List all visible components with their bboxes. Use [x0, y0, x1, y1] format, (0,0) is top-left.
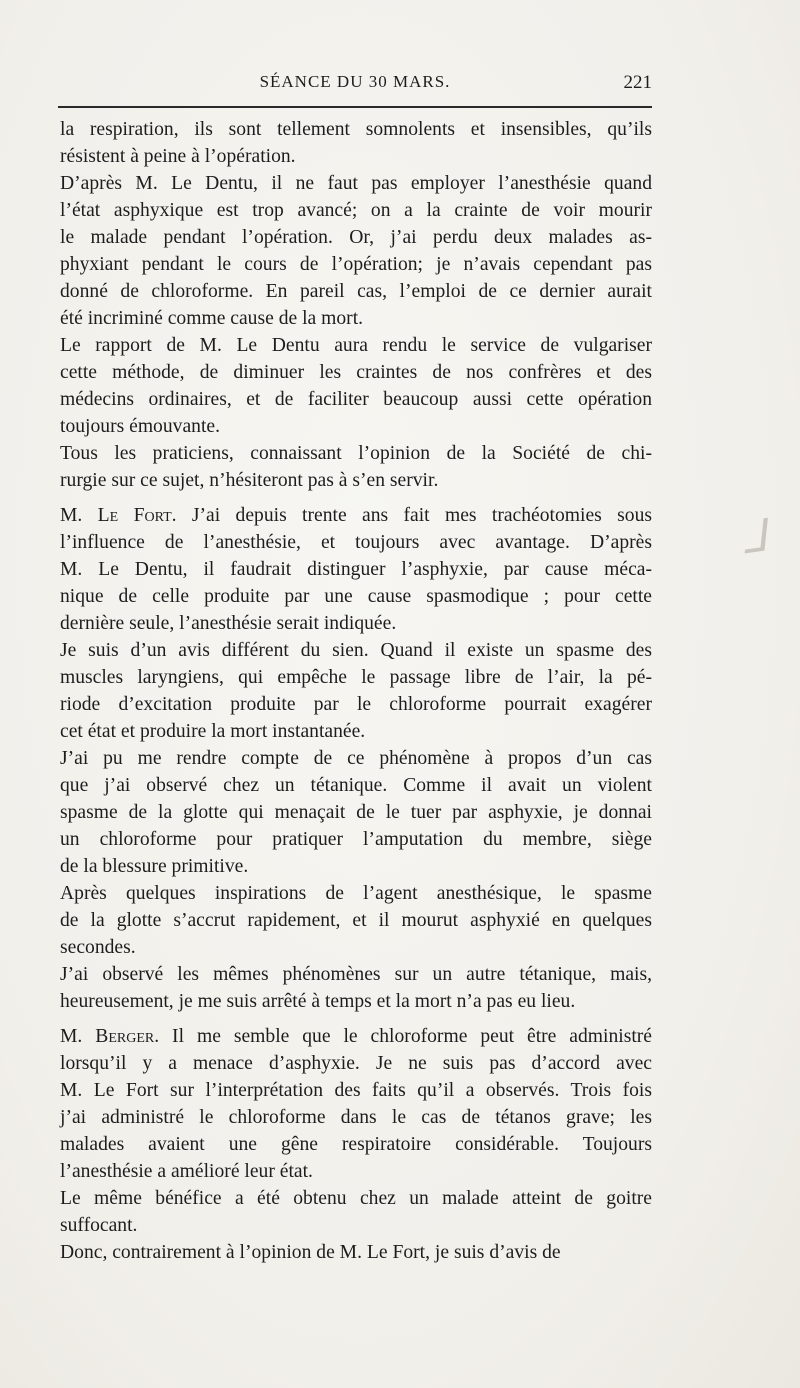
text-line — [60, 637, 652, 664]
text-line — [60, 718, 652, 745]
running-title: SÉANCE DU 30 MARS. — [259, 72, 451, 91]
line-text: Après quelques inspirations de l’agent anesthésique, le spasme — [60, 883, 652, 904]
text-line — [60, 1212, 652, 1239]
text-line — [60, 386, 652, 413]
paragraph — [60, 332, 652, 440]
text-line — [60, 664, 652, 691]
line-text: cette méthode, de diminuer les craintes de nos confrères et des — [60, 362, 652, 383]
line-text: nique de celle produite par une cause spasmodique ; pour cette — [60, 586, 652, 607]
text-line — [60, 880, 652, 907]
text-line — [60, 1050, 652, 1077]
text-line — [60, 934, 652, 961]
line-text: spasme de la glotte qui menaçait de le tuer par asphyxie, je donnai — [60, 802, 652, 823]
line-text: le malade pendant l’opération. Or, j’ai perdu deux malades as- — [60, 227, 652, 248]
line-text: l’influence de l’anesthésie, et toujours avec avantage. D’après — [60, 532, 652, 553]
paragraph — [60, 116, 652, 170]
text-line — [60, 1158, 652, 1185]
line-text: Je suis d’un avis différent du sien. Quand il existe un spasme des — [60, 640, 652, 661]
line-text: heureusement, je me suis arrêté à temps et la mort n’a pas eu lieu. — [60, 991, 576, 1012]
line-text: J’ai depuis trente ans fait mes trachéotomies sous — [176, 505, 653, 526]
paragraph — [60, 745, 652, 880]
paragraph — [60, 1185, 652, 1239]
line-text: toujours émouvante. — [60, 416, 220, 437]
header-rule — [58, 106, 652, 108]
line-text: Le rapport de M. Le Dentu aura rendu le service de vulgariser — [60, 335, 652, 356]
text-line — [60, 467, 652, 494]
text-line — [60, 853, 652, 880]
speaker-name: M. Berger. — [60, 1026, 160, 1047]
margin-pencil-mark: ᒧ — [736, 511, 771, 564]
paragraph — [60, 637, 652, 745]
line-text: résistent à peine à l’opération. — [60, 146, 296, 167]
text-line — [60, 278, 652, 305]
text-line — [60, 1104, 652, 1131]
text-line — [60, 988, 652, 1015]
text-line — [60, 359, 652, 386]
text-line — [60, 610, 652, 637]
line-text: donné de chloroforme. En pareil cas, l’emploi de ce dernier aurait — [60, 281, 652, 302]
line-text: D’après M. Le Dentu, il ne faut pas employer l’anesthésie quand — [60, 173, 652, 194]
text-line — [60, 1239, 652, 1266]
text-line — [60, 772, 652, 799]
paragraph — [60, 502, 652, 637]
line-text: l’état asphyxique est trop avancé; on a la crainte de voir mourir — [60, 200, 652, 221]
text-line — [60, 799, 652, 826]
text-line — [60, 305, 652, 332]
text-line — [60, 1077, 652, 1104]
line-text: Tous les praticiens, connaissant l’opinion de la Société de chi- — [60, 443, 652, 464]
line-text: dernière seule, l’anesthésie serait indiquée. — [60, 613, 397, 634]
text-line — [60, 583, 652, 610]
text-line — [60, 907, 652, 934]
line-text: M. Le Fort sur l’interprétation des faits qu’il a observés. Trois fois — [60, 1080, 652, 1101]
text-line — [60, 224, 652, 251]
text-line — [60, 116, 652, 143]
line-text: riode d’excitation produite par le chloroforme pourrait exagérer — [60, 694, 652, 715]
text-line — [60, 440, 652, 467]
text-line — [60, 961, 652, 988]
text-line — [60, 332, 652, 359]
text-line — [60, 170, 652, 197]
line-text: malades avaient une gêne respiratoire considérable. Toujours — [60, 1134, 652, 1155]
line-text: médecins ordinaires, et de faciliter beaucoup aussi cette opération — [60, 389, 652, 410]
text-line — [60, 1131, 652, 1158]
paragraph — [60, 880, 652, 961]
text-line — [60, 691, 652, 718]
line-text: la respiration, ils sont tellement somnolents et insensibles, qu’ils — [60, 119, 652, 140]
text-line — [60, 556, 652, 583]
line-text: phyxiant pendant le cours de l’opération; je n’avais cependant pas — [60, 254, 652, 275]
line-text: rurgie sur ce sujet, n’hésiteront pas à s’en servir. — [60, 470, 439, 491]
line-text: J’ai pu me rendre compte de ce phénomène à propos d’un cas — [60, 748, 652, 769]
paragraph — [60, 170, 652, 332]
line-text: que j’ai observé chez un tétanique. Comme il avait un violent — [60, 775, 652, 796]
text-line — [60, 529, 652, 556]
line-text: M. Le Dentu, il faudrait distinguer l’asphyxie, par cause méca- — [60, 559, 652, 580]
paragraph — [60, 961, 652, 1015]
line-text: l’anesthésie a amélioré leur état. — [60, 1161, 313, 1182]
text-line — [60, 826, 652, 853]
paragraph — [60, 1023, 652, 1185]
line-text: j’ai administré le chloroforme dans le cas de tétanos grave; les — [60, 1107, 652, 1128]
body-text — [60, 116, 652, 1266]
line-text: suffocant. — [60, 1215, 138, 1236]
text-line — [60, 251, 652, 278]
line-text: lorsqu’il y a menace d’asphyxie. Je ne suis pas d’accord avec — [60, 1053, 652, 1074]
line-text: Le même bénéfice a été obtenu chez un malade atteint de goitre — [60, 1188, 652, 1209]
line-text: cet état et produire la mort instantanée. — [60, 721, 366, 742]
text-line — [60, 413, 652, 440]
line-text: Il me semble que le chloroforme peut être administré — [159, 1026, 653, 1047]
line-text: muscles laryngiens, qui empêche le passage libre de l’air, la pé- — [60, 667, 652, 688]
text-line — [60, 745, 652, 772]
text-line — [60, 1185, 652, 1212]
line-text: J’ai observé les mêmes phénomènes sur un autre tétanique, mais, — [60, 964, 652, 985]
paragraph — [60, 440, 652, 494]
paragraph — [60, 1239, 652, 1266]
line-text: de la glotte s’accrut rapidement, et il mourut asphyxié en quelques — [60, 910, 652, 931]
line-text: Donc, contrairement à l’opinion de M. Le Fort, je suis d’avis de — [60, 1242, 561, 1263]
line-text: de la blessure primitive. — [60, 856, 249, 877]
text-line — [60, 197, 652, 224]
speaker-name: M. Le Fort. — [60, 505, 177, 526]
text-line — [60, 502, 652, 529]
text-line — [60, 143, 652, 170]
line-text: été incriminé comme cause de la mort. — [60, 308, 364, 329]
running-head — [58, 70, 652, 100]
page-number: 221 — [623, 72, 652, 93]
text-line — [60, 1023, 652, 1050]
line-text: un chloroforme pour pratiquer l’amputation du membre, siège — [60, 829, 652, 850]
line-text: secondes. — [60, 937, 136, 958]
